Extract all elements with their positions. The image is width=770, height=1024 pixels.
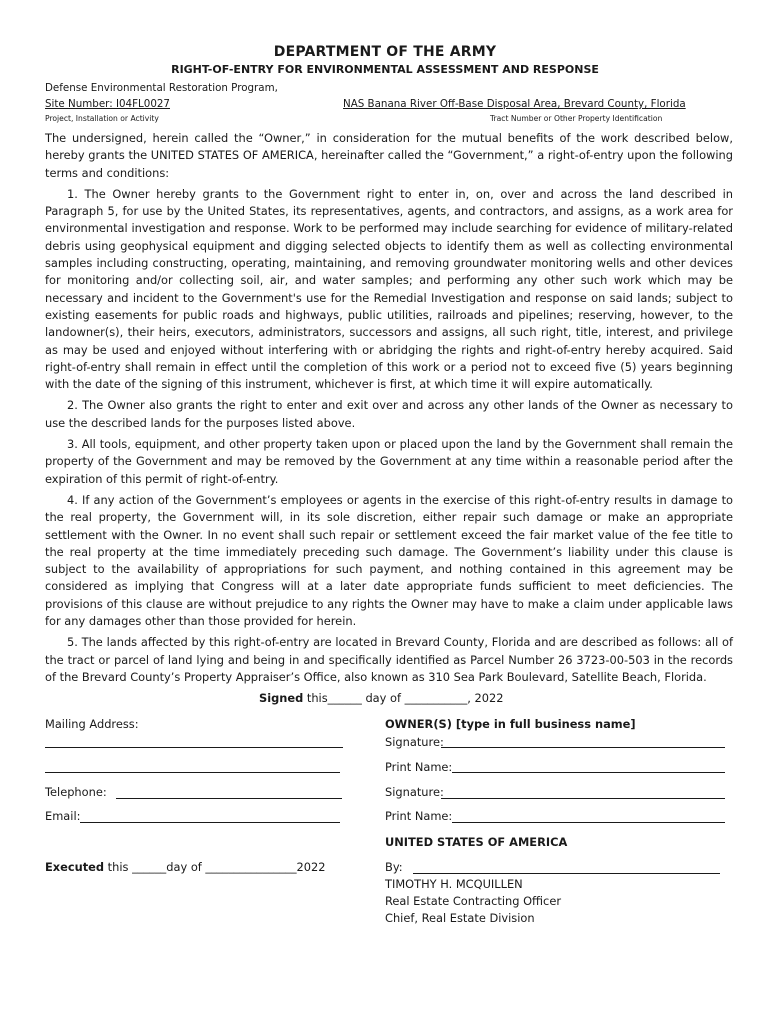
- owner-signature-label-2: Signature:: [385, 785, 444, 799]
- executed-label: Executed: [45, 860, 105, 874]
- officer-division: Chief, Real Estate Division: [385, 911, 535, 925]
- site-number: Site Number: I04FL0027: [45, 98, 170, 110]
- officer-title: Real Estate Contracting Officer: [385, 894, 562, 908]
- officer-name: TIMOTHY H. MCQUILLEN: [385, 877, 523, 891]
- owner-signature-label-1: Signature:: [385, 735, 444, 749]
- owner-print-name-label-2: Print Name:: [385, 809, 453, 823]
- paragraph-4: 4. If any action of the Government’s employees or agents in the exercise of this right-of-entry results in damage to the real property, the Government will, in its sole discretion, either repair such damage or make an appropriate settlement with the Owner. In no event shall such repair or settlement exceed the fair market value of the fee title to the real property at the time immediately preceding such damage. The Government’s liability under this clause is subject to the availability of appropriations for such payment, and nothing contained in this agreement may be considered as implying that Congress will at a later date appropriate funds sufficient to meet deficiencies. The provisions of this clause are without prejudice to any rights the Owner may have to make a claim under applicable laws for any damages other than those provided for herein.: [45, 492, 733, 629]
- signed-label: Signed: [259, 691, 304, 705]
- mailing-address-line-1[interactable]: [45, 747, 343, 748]
- government-signature-line[interactable]: [413, 873, 720, 874]
- project-caption: Project, Installation or Activity: [45, 114, 159, 123]
- page-subtitle: RIGHT-OF-ENTRY FOR ENVIRONMENTAL ASSESSMENT AND RESPONSE: [171, 63, 599, 76]
- program-name: Defense Environmental Restoration Program,: [45, 82, 278, 94]
- agreement-body: [45, 130, 733, 686]
- executed-date-text: this ______day of ________________2022: [104, 860, 326, 874]
- paragraph-2: 2. The Owner also grants the right to enter and exit over and across any other lands of the Owner as necessary to use the described lands for the purposes listed above.: [45, 398, 733, 430]
- mailing-address-label: Mailing Address:: [45, 717, 139, 731]
- email-line[interactable]: [80, 822, 340, 823]
- paragraph-1: 1. The Owner hereby grants to the Government right to enter in, on, over and across the land described in Paragraph 5, for use by the United States, its representatives, agents, and contractors, and assigns, as a work area for environmental investigation and response. Work to be performed may include searching for evidence of military-related debris using geophysical equipment and digging selected objects to identify them as well as collecting environmental samples including constructing, operating, maintaining, and removing groundwater monitoring wells and other devices for monitoring and/or collecting soil, air, and water samples; and performing any other such work which may be necessary and incident to the Government's use for the Remedial Investigation and response on said lands; subject to existing easements for public roads and highways, public utilities, railroads and pipelines; reserving, however, to the landowner(s), their heirs, executors, administrators, successors and assigns, all such right, title, interest, and privilege as may be used and enjoyed without interfering with or abridging the rights and right-of-entry hereby acquired. Said right-of-entry shall remain in effect until the completion of this work or a period not to exceed five (5) years beginning with the date of the signing of this instrument, whichever is first, at which time it will expire automatically.: [45, 186, 733, 392]
- signed-date-line: [259, 691, 504, 705]
- executed-date-line: [45, 860, 326, 874]
- united-states-heading: UNITED STATES OF AMERICA: [385, 835, 568, 849]
- by-label: By:: [385, 860, 403, 874]
- page-title: DEPARTMENT OF THE ARMY: [273, 44, 497, 60]
- paragraph-3: 3. All tools, equipment, and other property taken upon or placed upon the land by the Government shall remain the property of the Government and may be removed by the Government at any time within a reasonable period after the expiration of this permit of right-of-entry.: [45, 437, 733, 486]
- paragraph-5: 5. The lands affected by this right-of-entry are located in Brevard County, Florida and are described as follows: all of the tract or parcel of land lying and being in and specifically identified as Parcel Number 26 3723-00-503 in the records of the Brevard County’s Property Appraiser’s Office, also known as 310 Sea Park Boulevard, Satellite Beach, Florida.: [45, 635, 733, 684]
- telephone-label: Telephone:: [45, 785, 107, 799]
- owner-heading: OWNER(S) [type in full business name]: [385, 717, 636, 731]
- telephone-line[interactable]: [116, 798, 342, 799]
- owner-print-name-line-2[interactable]: [452, 822, 725, 823]
- intro-paragraph: The undersigned, herein called the “Owner,” in consideration for the mutual benefits of the work described below, hereby grants the UNITED STATES OF AMERICA, hereinafter called the “Government,” a right-of-entry upon the following terms and conditions:: [45, 131, 733, 180]
- mailing-address-line-2[interactable]: [45, 772, 340, 773]
- owner-signature-line-2[interactable]: [441, 798, 725, 799]
- owner-print-name-label-1: Print Name:: [385, 760, 453, 774]
- tract-identification: NAS Banana River Off-Base Disposal Area, Brevard County, Florida: [343, 98, 686, 110]
- signed-date-text: this______ day of ___________, 2022: [303, 691, 504, 705]
- email-label: Email:: [45, 809, 81, 823]
- owner-print-name-line-1[interactable]: [452, 772, 725, 773]
- tract-caption: Tract Number or Other Property Identification: [490, 114, 663, 123]
- owner-signature-line-1[interactable]: [441, 747, 725, 748]
